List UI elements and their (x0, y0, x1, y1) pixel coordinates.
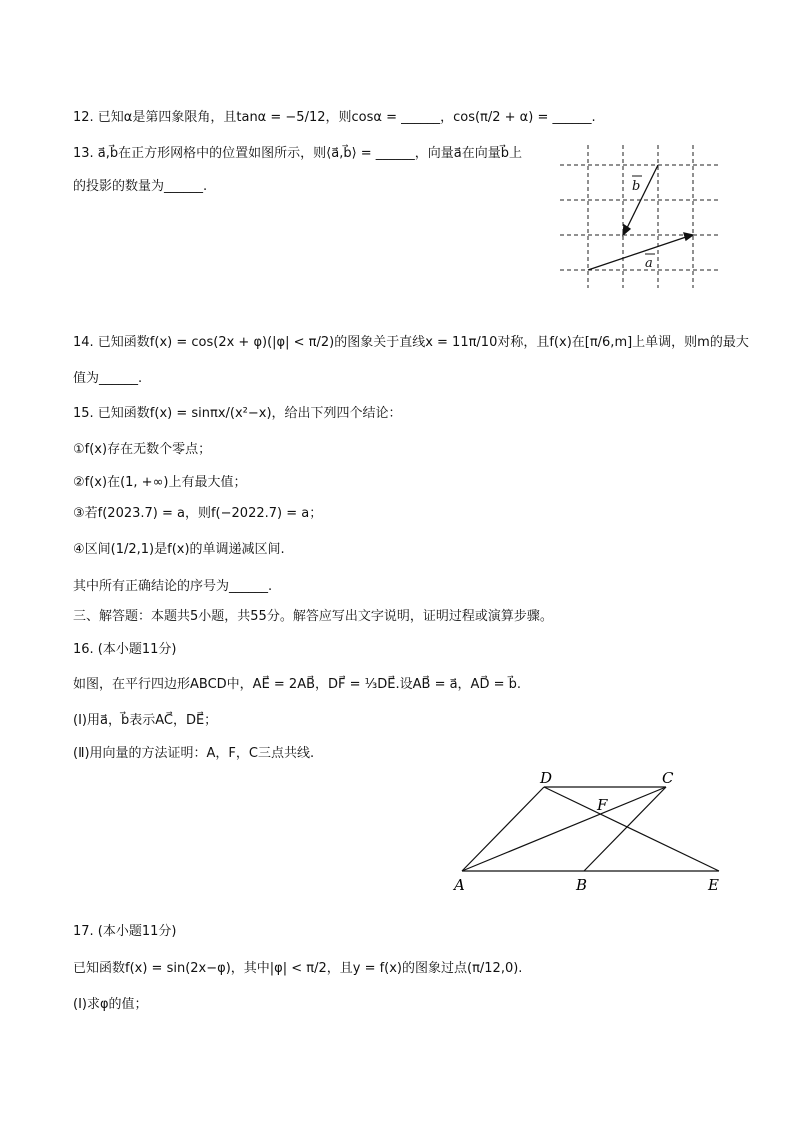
question-14-line1: 14. 已知函数f(x) = cos(2x + φ)(|φ| < π/2)的图象关于直线x = 11π/10对称，且f(x)在[π/6,m]上单调，则m的最大 (73, 335, 749, 350)
vector-b (625, 165, 658, 232)
question-15-choice-1: ①f(x)存在无数个零点； (73, 442, 212, 457)
question-15-line1: 15. 已知函数f(x) = sinπx/(x²−x)，给出下列四个结论： (73, 406, 402, 421)
question-16-part-1: (Ⅰ)用a⃗，b⃗表示AC⃗，DE⃗； (73, 713, 218, 728)
question-17-heading: 17. (本小题11分) (73, 924, 177, 939)
point-B: B (576, 876, 588, 894)
question-16-part-2: (Ⅱ)用向量的方法证明：A，F，C三点共线. (73, 746, 315, 761)
question-16-heading: 16. (本小题11分) (73, 642, 177, 657)
question-13-line2: 的投影的数量为______. (73, 179, 208, 194)
question-15-answer: 其中所有正确结论的序号为______. (73, 579, 273, 594)
point-D: D (540, 769, 553, 787)
label-b: b (632, 179, 641, 194)
question-12: 12. 已知α是第四象限角，且tanα = −5/12，则cosα = ______，cos(π/2 + α) = ______. (73, 110, 596, 125)
label-a: a (645, 256, 653, 271)
question-15-choice-2: ②f(x)在(1, +∞)上有最大值； (73, 475, 247, 490)
point-F: F (597, 796, 608, 814)
figure-16-parallelogram (448, 763, 738, 898)
vector-a (588, 236, 689, 270)
question-15-choice-4: ④区间(1/2,1)是f(x)的单调递减区间. (73, 542, 285, 557)
question-15-choice-3: ③若f(2023.7) = a，则f(−2022.7) = a； (73, 506, 323, 521)
point-A: A (454, 876, 465, 894)
question-13-line1: 13. a⃗,b⃗在正方形网格中的位置如图所示，则⟨a⃗,b⃗⟩ = ______，向量a⃗在向量b⃗上 (73, 146, 523, 161)
section-3-heading: 三、解答题：本题共5小题，共55分。解答应写出文字说明，证明过程或演算步骤。 (73, 609, 553, 624)
question-14-line2: 值为______. (73, 371, 143, 386)
question-17-part-1: (Ⅰ)求φ的值； (73, 997, 148, 1012)
point-E: E (708, 876, 719, 894)
point-C: C (662, 769, 674, 787)
figure-13-vector-grid (555, 140, 725, 290)
question-16-body: 如图，在平行四边形ABCD中，AE⃗ = 2AB⃗，DF⃗ = ⅓DE⃗.设AB⃗ = a⃗，AD⃗ = b⃗. (73, 677, 521, 692)
question-17-body: 已知函数f(x) = sin(2x−φ)，其中|φ| < π/2，且y = f(x)的图象过点(π/12,0). (73, 961, 523, 976)
